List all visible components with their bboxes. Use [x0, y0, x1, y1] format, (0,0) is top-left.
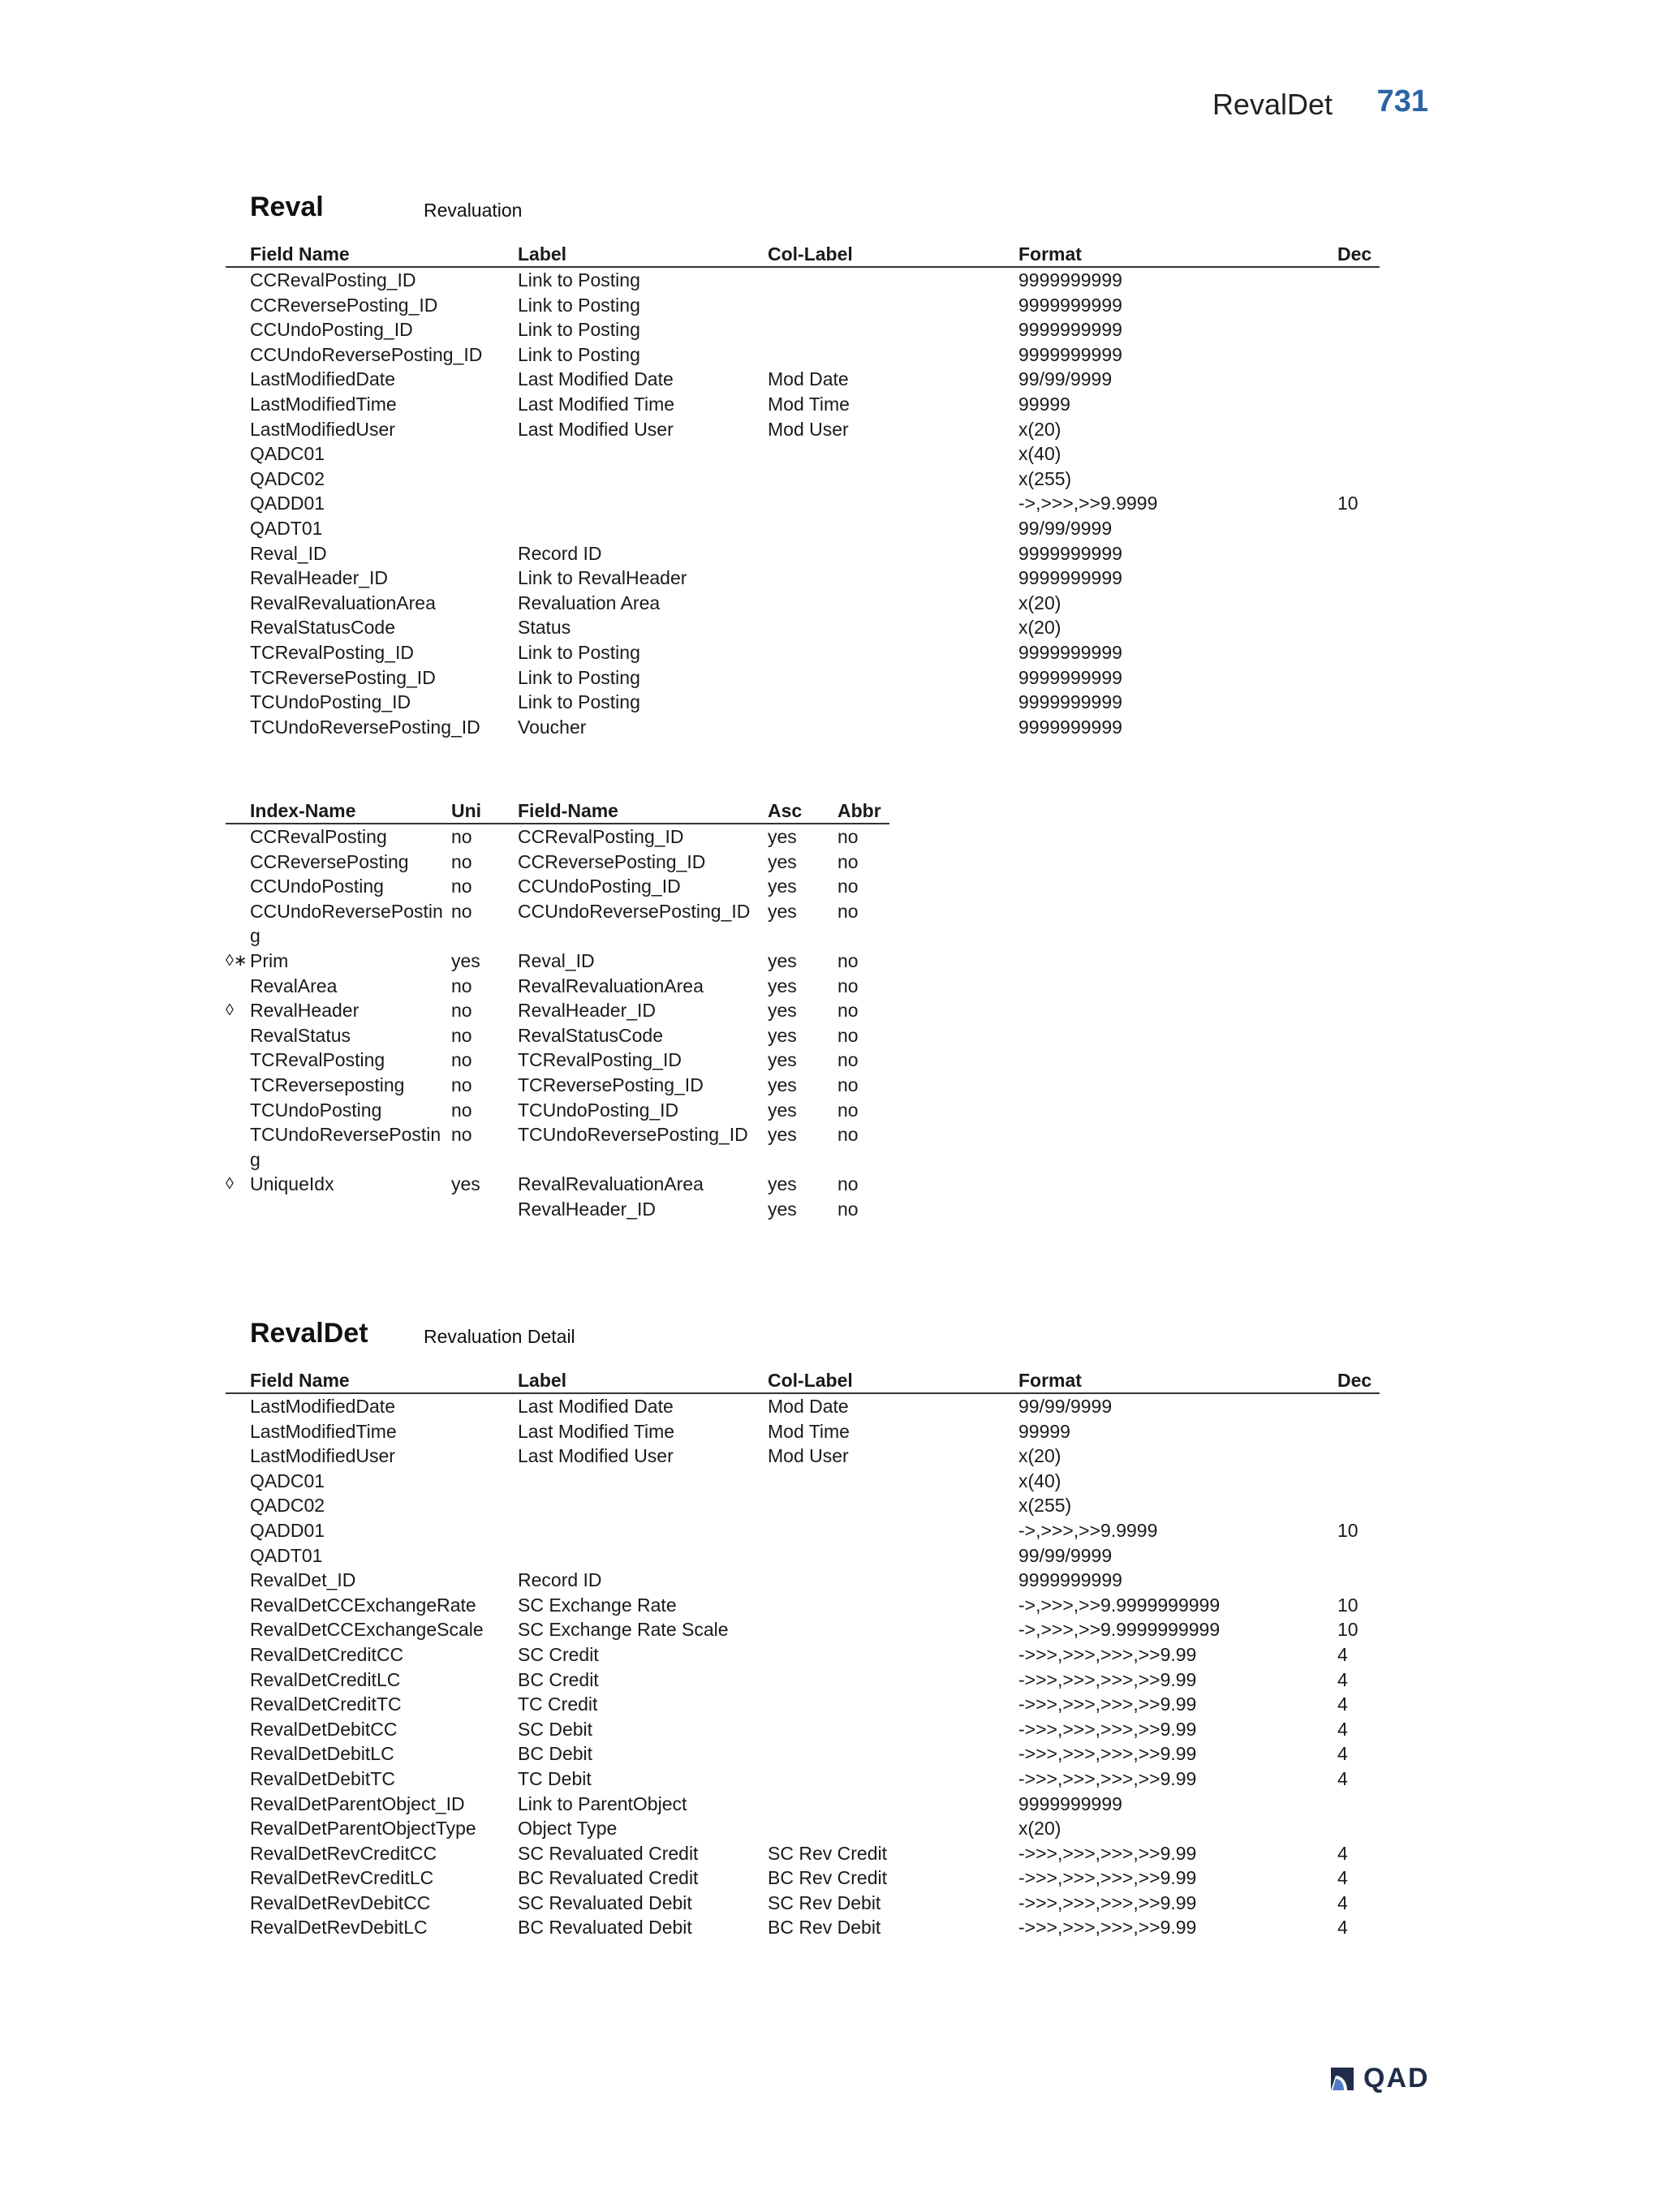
- index-unique-cell: no: [451, 1099, 472, 1121]
- field-name-cell: QADD01: [250, 493, 325, 514]
- table-description-reval: Revaluation: [424, 200, 523, 221]
- table-row: [226, 1493, 1380, 1518]
- table-row: [226, 591, 1380, 616]
- field-dec-cell: 4: [1337, 1917, 1348, 1939]
- field-name-cell: LastModifiedUser: [250, 418, 395, 440]
- table-row: [226, 491, 1380, 516]
- field-format-cell: 99999: [1018, 1420, 1070, 1442]
- field-name-cell: QADC02: [250, 467, 325, 489]
- table-row: [226, 1518, 1380, 1543]
- table-row: [226, 1122, 889, 1172]
- index-field-cell: CCUndoPosting_ID: [518, 876, 681, 897]
- field-label-cell: Revaluation Area: [518, 592, 661, 613]
- field-name-cell: TCReversePosting_ID: [250, 666, 436, 688]
- field-col-label-cell: Mod User: [768, 418, 849, 440]
- field-format-cell: ->>>,>>>,>>>,>>9.99: [1018, 1767, 1197, 1789]
- table-row: [226, 1098, 889, 1123]
- field-name-cell: QADC01: [250, 1470, 325, 1491]
- field-name-cell: RevalHeader_ID: [250, 567, 389, 589]
- field-dec-cell: 4: [1337, 1767, 1348, 1789]
- field-name-cell: CCReversePosting_ID: [250, 294, 438, 316]
- field-name-cell: RevalDetRevCreditLC: [250, 1867, 434, 1889]
- index-marker: ◊: [226, 1001, 234, 1020]
- field-format-cell: 99/99/9999: [1018, 368, 1113, 390]
- field-format-cell: ->>>,>>>,>>>,>>9.99: [1018, 1693, 1197, 1715]
- field-label-cell: BC Credit: [518, 1668, 599, 1690]
- reval-field-table: [226, 242, 1380, 739]
- field-format-cell: x(20): [1018, 418, 1061, 440]
- index-name-cell: CCUndoReversePosting: [250, 900, 443, 947]
- field-name-cell: RevalDetParentObject_ID: [250, 1792, 465, 1814]
- index-unique-cell: no: [451, 1124, 472, 1146]
- index-name-cell: TCUndoReversePosting: [250, 1124, 441, 1170]
- table-row: [226, 1915, 1380, 1940]
- field-dec-cell: 10: [1337, 1619, 1358, 1641]
- field-name-cell: RevalDetDebitTC: [250, 1767, 395, 1789]
- field-dec-cell: 4: [1337, 1643, 1348, 1665]
- index-asc-cell: yes: [768, 1198, 797, 1220]
- field-label-cell: Record ID: [518, 542, 602, 564]
- index-abbr-cell: no: [837, 1198, 859, 1220]
- index-name-cell: CCReversePosting: [250, 850, 409, 872]
- field-format-cell: ->>>,>>>,>>>,>>9.99: [1018, 1891, 1197, 1913]
- field-label-cell: SC Credit: [518, 1643, 599, 1665]
- col-header-label: Label: [518, 1370, 567, 1391]
- col-header-format: Format: [1018, 243, 1082, 265]
- index-abbr-cell: no: [837, 826, 859, 847]
- index-asc-cell: yes: [768, 900, 797, 922]
- index-asc-cell: yes: [768, 1024, 797, 1046]
- field-label-cell: BC Debit: [518, 1743, 593, 1765]
- reval-index-table: [226, 798, 889, 1222]
- index-name-cell: CCUndoPosting: [250, 876, 384, 897]
- index-abbr-cell: no: [837, 949, 859, 971]
- table-title-revaldet: RevalDet: [250, 1318, 368, 1349]
- index-field-cell: TCReversePosting_ID: [518, 1074, 704, 1095]
- field-format-cell: 9999999999: [1018, 641, 1122, 663]
- index-field-cell: Reval_ID: [518, 949, 595, 971]
- field-name-cell: TCRevalPosting_ID: [250, 641, 414, 663]
- field-label-cell: Link to Posting: [518, 343, 640, 365]
- index-unique-cell: no: [451, 1024, 472, 1046]
- field-name-cell: LastModifiedDate: [250, 1396, 395, 1417]
- field-name-cell: RevalDetDebitLC: [250, 1743, 394, 1765]
- table-row: [226, 874, 889, 899]
- field-label-cell: TC Debit: [518, 1767, 592, 1789]
- field-format-cell: ->,>>>,>>9.9999999999: [1018, 1594, 1221, 1616]
- index-field-cell: RevalStatusCode: [518, 1024, 663, 1046]
- index-asc-cell: yes: [768, 850, 797, 872]
- field-table-header: [226, 242, 1380, 268]
- field-format-cell: 9999999999: [1018, 1569, 1122, 1591]
- index-abbr-cell: no: [837, 876, 859, 897]
- field-label-cell: Last Modified User: [518, 1445, 674, 1467]
- table-row: [226, 974, 889, 999]
- table-row: [226, 1717, 1380, 1742]
- field-format-cell: 9999999999: [1018, 1792, 1122, 1814]
- table-row: [226, 441, 1380, 467]
- field-name-cell: Reval_ID: [250, 542, 327, 564]
- field-name-cell: LastModifiedDate: [250, 368, 395, 390]
- field-format-cell: x(20): [1018, 617, 1061, 639]
- table-row: [226, 417, 1380, 442]
- field-format-cell: ->>>,>>>,>>>,>>9.99: [1018, 1668, 1197, 1690]
- col-header-field-name: Field Name: [250, 1370, 350, 1391]
- table-row: [226, 1642, 1380, 1668]
- index-name-cell: CCRevalPosting: [250, 826, 387, 847]
- index-field-cell: TCUndoPosting_ID: [518, 1099, 679, 1121]
- field-col-label-cell: SC Rev Credit: [768, 1842, 887, 1864]
- field-name-cell: CCUndoReversePosting_ID: [250, 343, 483, 365]
- field-dec-cell: 10: [1337, 493, 1358, 514]
- field-name-cell: CCUndoPosting_ID: [250, 319, 413, 341]
- index-unique-cell: no: [451, 975, 472, 996]
- index-marker: ◊: [226, 1175, 234, 1194]
- index-abbr-cell: no: [837, 1124, 859, 1146]
- field-name-cell: RevalDetDebitCC: [250, 1718, 398, 1740]
- table-row: [226, 665, 1380, 691]
- index-field-cell: TCUndoReversePosting_ID: [518, 1124, 748, 1146]
- table-row: [226, 949, 889, 974]
- index-asc-cell: yes: [768, 1000, 797, 1022]
- field-dec-cell: 4: [1337, 1842, 1348, 1864]
- field-label-cell: SC Debit: [518, 1718, 593, 1740]
- table-row: [226, 615, 1380, 640]
- field-format-cell: x(40): [1018, 1470, 1061, 1491]
- index-abbr-cell: no: [837, 900, 859, 922]
- table-row: [226, 1048, 889, 1073]
- field-format-cell: x(20): [1018, 1818, 1061, 1840]
- field-col-label-cell: Mod Date: [768, 368, 849, 390]
- index-unique-cell: yes: [451, 1173, 480, 1195]
- field-format-cell: ->>>,>>>,>>>,>>9.99: [1018, 1867, 1197, 1889]
- index-name-cell: TCUndoPosting: [250, 1099, 382, 1121]
- index-name-cell: TCRevalPosting: [250, 1049, 385, 1071]
- field-label-cell: Link to Posting: [518, 319, 640, 341]
- table-row: [226, 467, 1380, 492]
- col-header-dec: Dec: [1337, 1370, 1372, 1391]
- field-label-cell: Last Modified Date: [518, 368, 674, 390]
- table-row: [226, 541, 1380, 566]
- table-row: [226, 1593, 1380, 1618]
- index-name-cell: Prim: [250, 949, 289, 971]
- field-name-cell: TCUndoReversePosting_ID: [250, 716, 480, 738]
- table-row: [226, 1617, 1380, 1642]
- field-name-cell: QADT01: [250, 517, 323, 539]
- table-row: [226, 268, 1380, 293]
- field-dec-cell: 10: [1337, 1594, 1358, 1616]
- field-dec-cell: 4: [1337, 1718, 1348, 1740]
- table-row: [226, 1394, 1380, 1419]
- field-format-cell: ->>>,>>>,>>>,>>9.99: [1018, 1643, 1197, 1665]
- table-row: [226, 1172, 889, 1197]
- field-name-cell: LastModifiedTime: [250, 1420, 397, 1442]
- col-header-col-label: Col-Label: [768, 243, 853, 265]
- field-name-cell: RevalDetCreditCC: [250, 1643, 404, 1665]
- index-name-cell: RevalHeader: [250, 1000, 360, 1022]
- field-label-cell: Link to Posting: [518, 691, 640, 713]
- field-name-cell: RevalDetParentObjectType: [250, 1818, 476, 1840]
- qad-logo-icon: [1328, 2064, 1357, 2094]
- index-unique-cell: no: [451, 900, 472, 922]
- col-header-col-label: Col-Label: [768, 1370, 853, 1391]
- table-row: [226, 850, 889, 875]
- field-label-cell: Link to Posting: [518, 294, 640, 316]
- field-name-cell: RevalDetCreditTC: [250, 1693, 402, 1715]
- field-format-cell: 9999999999: [1018, 269, 1122, 290]
- index-name-cell: UniqueIdx: [250, 1173, 334, 1195]
- field-col-label-cell: Mod Date: [768, 1396, 849, 1417]
- table-row: [226, 640, 1380, 665]
- field-format-cell: ->>>,>>>,>>>,>>9.99: [1018, 1718, 1197, 1740]
- field-name-cell: QADC01: [250, 443, 325, 465]
- table-row: [226, 1792, 1380, 1817]
- index-unique-cell: no: [451, 1049, 472, 1071]
- field-format-cell: x(255): [1018, 1495, 1072, 1517]
- field-format-cell: 99/99/9999: [1018, 1396, 1113, 1417]
- field-format-cell: ->,>>>,>>9.9999: [1018, 493, 1158, 514]
- index-asc-cell: yes: [768, 876, 797, 897]
- running-header-title: RevalDet: [1212, 88, 1333, 121]
- field-name-cell: RevalDetRevDebitCC: [250, 1891, 431, 1913]
- field-format-cell: 9999999999: [1018, 294, 1122, 316]
- field-col-label-cell: BC Rev Credit: [768, 1867, 887, 1889]
- field-label-cell: SC Revaluated Debit: [518, 1891, 692, 1913]
- field-name-cell: CCRevalPosting_ID: [250, 269, 416, 290]
- index-abbr-cell: no: [837, 1000, 859, 1022]
- field-label-cell: BC Revaluated Credit: [518, 1867, 699, 1889]
- index-field-cell: RevalRevaluationArea: [518, 975, 704, 996]
- page-number: 731: [1376, 84, 1428, 118]
- index-field-cell: CCUndoReversePosting_ID: [518, 900, 751, 922]
- field-format-cell: ->>>,>>>,>>>,>>9.99: [1018, 1842, 1197, 1864]
- field-label-cell: SC Exchange Rate: [518, 1594, 677, 1616]
- field-label-cell: Last Modified User: [518, 418, 674, 440]
- index-unique-cell: no: [451, 876, 472, 897]
- index-field-cell: CCReversePosting_ID: [518, 850, 706, 872]
- table-row: [226, 342, 1380, 368]
- field-dec-cell: 4: [1337, 1693, 1348, 1715]
- col-header-index-name: Index-Name: [250, 800, 356, 821]
- table-row: [226, 1419, 1380, 1444]
- table-row: [226, 566, 1380, 591]
- index-abbr-cell: no: [837, 1099, 859, 1121]
- field-name-cell: RevalRevaluationArea: [250, 592, 436, 613]
- index-abbr-cell: no: [837, 1024, 859, 1046]
- index-unique-cell: no: [451, 1000, 472, 1022]
- field-format-cell: x(40): [1018, 443, 1061, 465]
- field-format-cell: ->,>>>,>>9.9999999999: [1018, 1619, 1221, 1641]
- table-row: [226, 715, 1380, 740]
- index-asc-cell: yes: [768, 975, 797, 996]
- index-asc-cell: yes: [768, 1074, 797, 1095]
- col-header-uni: Uni: [451, 800, 482, 821]
- field-table-header: [226, 1368, 1380, 1394]
- field-dec-cell: 4: [1337, 1743, 1348, 1765]
- field-format-cell: x(20): [1018, 1445, 1061, 1467]
- table-row: [226, 1197, 889, 1222]
- field-name-cell: RevalDetCreditLC: [250, 1668, 401, 1690]
- field-format-cell: 99/99/9999: [1018, 1544, 1113, 1566]
- field-format-cell: 99999: [1018, 393, 1070, 415]
- col-header-field-name: Field Name: [250, 243, 350, 265]
- index-marker: ◊∗: [226, 951, 248, 970]
- field-dec-cell: 10: [1337, 1519, 1358, 1541]
- field-format-cell: 9999999999: [1018, 716, 1122, 738]
- table-row: [226, 1866, 1380, 1891]
- field-col-label-cell: Mod Time: [768, 1420, 850, 1442]
- field-name-cell: LastModifiedUser: [250, 1445, 395, 1467]
- table-row: [226, 1816, 1380, 1841]
- field-label-cell: Link to Posting: [518, 269, 640, 290]
- field-label-cell: Last Modified Time: [518, 393, 675, 415]
- col-header-field-name: Field-Name: [518, 800, 618, 821]
- field-dec-cell: 4: [1337, 1668, 1348, 1690]
- table-description-revaldet: Revaluation Detail: [424, 1326, 575, 1347]
- field-col-label-cell: Mod Time: [768, 393, 850, 415]
- field-name-cell: RevalDetCCExchangeRate: [250, 1594, 476, 1616]
- table-row: [226, 1543, 1380, 1569]
- field-label-cell: Record ID: [518, 1569, 602, 1591]
- index-field-cell: RevalHeader_ID: [518, 1198, 657, 1220]
- table-title-reval: Reval: [250, 192, 324, 222]
- field-format-cell: 9999999999: [1018, 567, 1122, 589]
- table-row: [226, 1668, 1380, 1693]
- field-name-cell: QADC02: [250, 1495, 325, 1517]
- table-row: [226, 899, 889, 949]
- index-table-header: [226, 798, 889, 824]
- index-asc-cell: yes: [768, 1124, 797, 1146]
- field-format-cell: 9999999999: [1018, 666, 1122, 688]
- field-name-cell: QADD01: [250, 1519, 325, 1541]
- revaldet-field-table: [226, 1368, 1380, 1940]
- table-row: [226, 317, 1380, 342]
- index-abbr-cell: no: [837, 1049, 859, 1071]
- field-name-cell: RevalStatusCode: [250, 617, 395, 639]
- field-format-cell: ->>>,>>>,>>>,>>9.99: [1018, 1743, 1197, 1765]
- table-row: [226, 1891, 1380, 1916]
- index-asc-cell: yes: [768, 949, 797, 971]
- index-unique-cell: no: [451, 850, 472, 872]
- index-asc-cell: yes: [768, 1173, 797, 1195]
- field-col-label-cell: Mod User: [768, 1445, 849, 1467]
- table-row: [226, 1692, 1380, 1717]
- index-asc-cell: yes: [768, 1099, 797, 1121]
- field-label-cell: Link to RevalHeader: [518, 567, 687, 589]
- table-row: [226, 1741, 1380, 1767]
- col-header-asc: Asc: [768, 800, 803, 821]
- index-field-cell: CCRevalPosting_ID: [518, 826, 684, 847]
- index-abbr-cell: no: [837, 1173, 859, 1195]
- index-asc-cell: yes: [768, 826, 797, 847]
- field-label-cell: Last Modified Date: [518, 1396, 674, 1417]
- field-label-cell: Status: [518, 617, 571, 639]
- index-name-cell: TCReverseposting: [250, 1074, 405, 1095]
- index-unique-cell: no: [451, 1074, 472, 1095]
- field-format-cell: 9999999999: [1018, 343, 1122, 365]
- index-abbr-cell: no: [837, 1074, 859, 1095]
- index-abbr-cell: no: [837, 850, 859, 872]
- field-format-cell: 9999999999: [1018, 542, 1122, 564]
- table-row: [226, 516, 1380, 541]
- table-row: [226, 1444, 1380, 1469]
- index-name-cell: RevalArea: [250, 975, 338, 996]
- index-asc-cell: yes: [768, 1049, 797, 1071]
- field-col-label-cell: SC Rev Debit: [768, 1891, 881, 1913]
- table-row: [226, 367, 1380, 392]
- table-row: [226, 1469, 1380, 1494]
- table-row: [226, 998, 889, 1023]
- col-header-label: Label: [518, 243, 567, 265]
- field-format-cell: 9999999999: [1018, 319, 1122, 341]
- field-format-cell: 99/99/9999: [1018, 517, 1113, 539]
- col-header-dec: Dec: [1337, 243, 1372, 265]
- field-label-cell: Voucher: [518, 716, 587, 738]
- field-label-cell: Last Modified Time: [518, 1420, 675, 1442]
- field-name-cell: RevalDetRevDebitLC: [250, 1917, 428, 1939]
- table-row: [226, 690, 1380, 715]
- field-label-cell: Object Type: [518, 1818, 618, 1840]
- field-label-cell: Link to ParentObject: [518, 1792, 687, 1814]
- field-label-cell: SC Revaluated Credit: [518, 1842, 699, 1864]
- table-row: [226, 1841, 1380, 1866]
- index-abbr-cell: no: [837, 975, 859, 996]
- field-label-cell: Link to Posting: [518, 666, 640, 688]
- field-format-cell: x(20): [1018, 592, 1061, 613]
- field-name-cell: TCUndoPosting_ID: [250, 691, 411, 713]
- col-header-format: Format: [1018, 1370, 1082, 1391]
- table-row: [226, 1023, 889, 1048]
- field-name-cell: RevalDetCCExchangeScale: [250, 1619, 484, 1641]
- index-field-cell: RevalHeader_ID: [518, 1000, 657, 1022]
- qad-logo-text: QAD: [1363, 2063, 1430, 2094]
- table-row: [226, 1568, 1380, 1593]
- index-unique-cell: yes: [451, 949, 480, 971]
- field-name-cell: RevalDetRevCreditCC: [250, 1842, 437, 1864]
- field-col-label-cell: BC Rev Debit: [768, 1917, 881, 1939]
- table-row: [226, 1073, 889, 1098]
- qad-logo: [1328, 2064, 1449, 2097]
- table-row: [226, 392, 1380, 417]
- field-name-cell: LastModifiedTime: [250, 393, 397, 415]
- index-unique-cell: no: [451, 826, 472, 847]
- field-label-cell: SC Exchange Rate Scale: [518, 1619, 729, 1641]
- field-dec-cell: 4: [1337, 1891, 1348, 1913]
- field-label-cell: BC Revaluated Debit: [518, 1917, 692, 1939]
- field-label-cell: Link to Posting: [518, 641, 640, 663]
- table-row: [226, 824, 889, 850]
- field-name-cell: RevalDet_ID: [250, 1569, 356, 1591]
- field-name-cell: QADT01: [250, 1544, 323, 1566]
- index-name-cell: RevalStatus: [250, 1024, 351, 1046]
- col-header-abbr: Abbr: [837, 800, 881, 821]
- table-row: [226, 1767, 1380, 1792]
- index-field-cell: TCRevalPosting_ID: [518, 1049, 682, 1071]
- index-field-cell: RevalRevaluationArea: [518, 1173, 704, 1195]
- field-dec-cell: 4: [1337, 1867, 1348, 1889]
- field-format-cell: ->,>>>,>>9.9999: [1018, 1519, 1158, 1541]
- field-format-cell: 9999999999: [1018, 691, 1122, 713]
- field-format-cell: x(255): [1018, 467, 1072, 489]
- field-format-cell: ->>>,>>>,>>>,>>9.99: [1018, 1917, 1197, 1939]
- table-row: [226, 293, 1380, 318]
- field-label-cell: TC Credit: [518, 1693, 598, 1715]
